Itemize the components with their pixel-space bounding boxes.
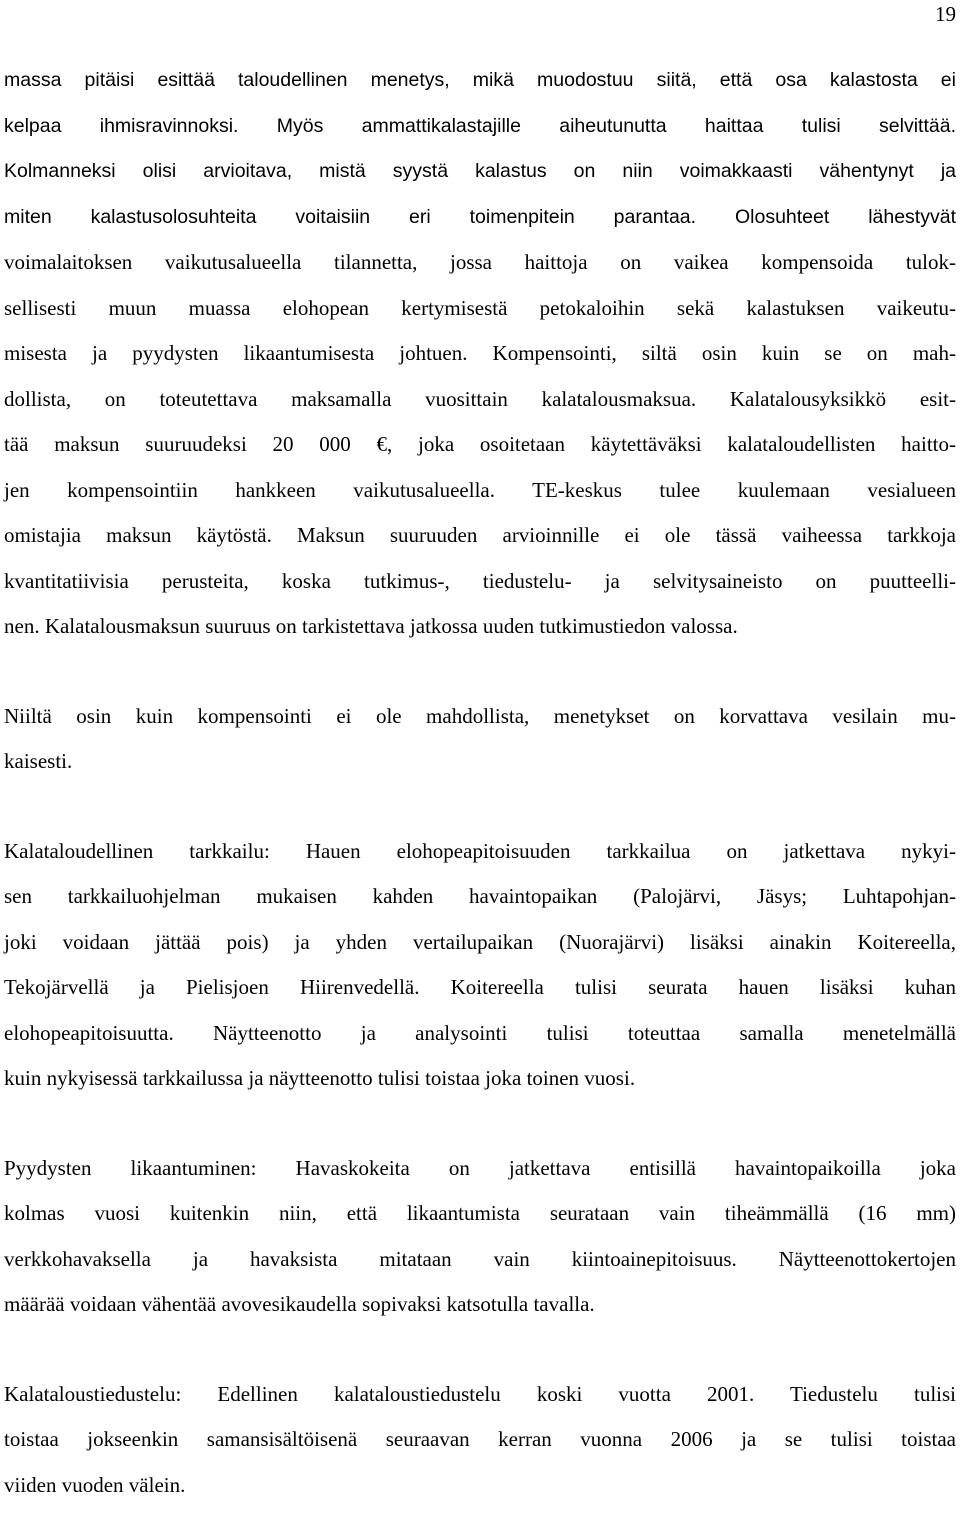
text-line: kvantitatiivisia perusteita, koska tutkimus-, tiedustelu- ja selvitysaineisto on puutteelli- xyxy=(4,568,956,593)
text-line: miten kalastusolosuhteita voitaisiin eri toimenpitein parantaa. Olosuhteet lähestyvät xyxy=(4,205,956,228)
text-line: jen kompensointiin hankkeen vaikutusalueella. TE-keskus tulee kuulemaan vesialueen xyxy=(4,477,956,502)
text-line: tää maksun suuruudeksi 20 000 €, joka osoitetaan käytettäväksi kalataloudellisten haitto- xyxy=(4,432,956,456)
text-line: kolmas vuosi kuitenkin niin, että likaantumista seurataan vain tiheämmällä (16 mm) xyxy=(4,1201,956,1225)
text-line: kaisesti. xyxy=(4,749,73,773)
text-line: sen tarkkailuohjelman mukaisen kahden havaintopaikan (Palojärvi, Jäsys; Luhtapohjan- xyxy=(4,884,956,908)
text-line: nen. Kalatalousmaksun suuruus on tarkistettava jatkossa uuden tutkimustiedon valossa. xyxy=(4,614,738,638)
paragraph-gap xyxy=(4,785,956,829)
text-line: voimalaitoksen vaikutusalueella tilannetta, jossa haittoja on vaikea kompensoida tulok- xyxy=(4,250,956,274)
text-line: joki voidaan jättää pois) ja yhden vertailupaikan (Nuorajärvi) lisäksi ainakin Koitereella, xyxy=(4,929,956,954)
text-line: verkkohavaksella ja havaksista mitataan vain kiintoainepitoisuus. Näytteenottokertojen xyxy=(4,1246,956,1271)
text-line: sellisesti muun muassa elohopean kertymisestä petokaloihin sekä kalastuksen vaikeutu- xyxy=(4,295,956,320)
text-line: Kalataloudellinen tarkkailu: Hauen elohopeapitoisuuden tarkkailua on jatkettava nykyi- xyxy=(4,838,956,863)
text-line: omistajia maksun käytöstä. Maksun suuruuden arvioinnille ei ole tässä vaiheessa tarkkoja xyxy=(4,523,956,547)
paragraph-p4 xyxy=(4,1146,956,1328)
text-line: massa pitäisi esittää taloudellinen menetys, mikä muodostuu siitä, että osa kalastosta ei xyxy=(4,69,956,91)
page-number: 19 xyxy=(935,2,956,26)
text-line: viiden vuoden välein. xyxy=(4,1472,186,1497)
text-line: misesta ja pyydysten likaantumisesta johtuen. Kompensointi, siltä osin kuin se on mah- xyxy=(4,341,956,365)
paragraph-gap xyxy=(4,650,956,694)
paragraph-gap xyxy=(4,1102,956,1146)
text-line: Pyydysten likaantuminen: Havaskokeita on jatkettava entisillä havaintopaikoilla joka xyxy=(4,1155,956,1180)
text-line: toistaa jokseenkin samansisältöisenä seuraavan kerran vuonna 2006 ja se tulisi toistaa xyxy=(4,1427,956,1451)
text-line: kuin nykyisessä tarkkailussa ja näytteenotto tulisi toistaa joka toinen vuosi. xyxy=(4,1066,636,1090)
text-line: Tekojärvellä ja Pielisjoen Hiirenvedellä. Koitereella tulisi seurata hauen lisäksi kuhan xyxy=(4,975,956,999)
paragraph-p2 xyxy=(4,694,956,785)
text-line: määrää voidaan vähentää avovesikaudella sopivaksi katsotulla tavalla. xyxy=(4,1292,595,1316)
text-line: kelpaa ihmisravinnoksi. Myös ammattikalastajille aiheutunutta haittaa tulisi selvittää. xyxy=(4,114,956,137)
text-line: Niiltä osin kuin kompensointi ei ole mahdollista, menetykset on korvattava vesilain mu- xyxy=(4,703,956,728)
text-line: Kolmanneksi olisi arvioitava, mistä syystä kalastus on niin voimakkaasti vähentynyt ja xyxy=(4,160,956,182)
text-line: Kalataloustiedustelu: Edellinen kalataloustiedustelu koski vuotta 2001. Tiedustelu tulisi xyxy=(4,1381,956,1406)
text-line: dollista, on toteutettava maksamalla vuosittain kalatalousmaksua. Kalatalousyksikkö esit- xyxy=(4,386,956,411)
document-body xyxy=(4,58,956,1508)
paragraph-p1 xyxy=(4,58,956,650)
paragraph-p5 xyxy=(4,1372,956,1509)
paragraph-gap xyxy=(4,1328,956,1372)
text-line: elohopeapitoisuutta. Näytteenotto ja analysointi tulisi toteuttaa samalla menetelmällä xyxy=(4,1020,956,1045)
paragraph-p3 xyxy=(4,829,956,1102)
